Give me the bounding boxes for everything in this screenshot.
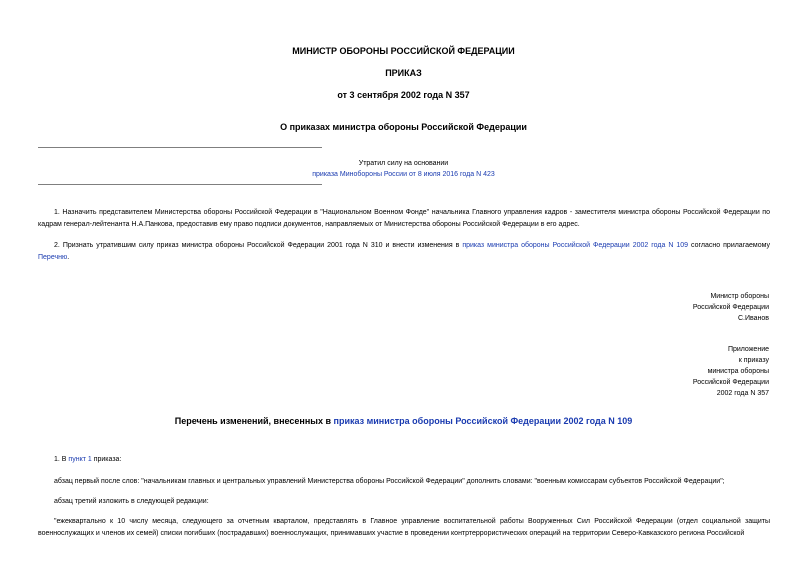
ministry-heading: МИНИСТР ОБОРОНЫ РОССИЙСКОЙ ФЕДЕРАЦИИ — [292, 46, 515, 56]
signature-name: С.Иванов — [737, 315, 769, 322]
document-type: ПРИКАЗ — [385, 68, 422, 78]
signature-country: Российской Федерации — [692, 304, 769, 311]
status-note — [0, 158, 807, 180]
change-paragraph-2: абзац третий изложить в следующей редакции: — [54, 498, 209, 505]
change-item-1-after: приказа: — [91, 456, 122, 463]
paragraph-2-text: 2. Признать утратившим силу приказ министра обороны Российской Федерации 2001 года N 310 и внести изменения в — [54, 242, 463, 249]
change-item-1 — [38, 454, 770, 466]
appendix-line-2: к приказу — [738, 357, 769, 364]
list-link[interactable]: Перечню — [38, 254, 68, 261]
appendix-block — [693, 344, 769, 399]
signature-block — [693, 291, 769, 324]
signature-title: Министр обороны — [710, 293, 769, 300]
paragraph-2-middle: согласно прилагаемому — [688, 242, 770, 249]
bottom-divider — [38, 184, 322, 185]
status-note-text: Утратил силу на основании — [358, 160, 449, 167]
change-item-1-text: 1. В — [54, 456, 69, 463]
paragraph-2 — [38, 240, 770, 264]
document-subject: О приказах министра обороны Российской Федерации — [280, 122, 527, 132]
document-date-number: от 3 сентября 2002 года N 357 — [337, 90, 470, 100]
appendix-line-5: 2002 года N 357 — [716, 390, 769, 397]
list-title-link[interactable]: приказ министра обороны Российской Федерации 2002 года N 109 — [333, 416, 633, 426]
change-paragraph-3: "ежеквартально к 10 числу месяца, следующего за отчетным кварталом, представлять в Главное управление воспитательной работы Вооруженных Сил Российской Федерации (отдел социальной защиты военнослужащих и членов их семей) списки погибших (пострадавших) военнослужащих, принимавших участие в проведении контртеррористических операций на территории Северо-Кавказского региона Российской — [38, 518, 770, 537]
paragraph-2-end: . — [67, 254, 70, 261]
point-1-link[interactable]: пункт 1 — [68, 456, 92, 463]
list-title — [0, 416, 807, 426]
appendix-line-3: министра обороны — [707, 368, 769, 375]
list-title-text: Перечень изменений, внесенных в — [174, 416, 334, 426]
appendix-line-4: Российской Федерации — [692, 379, 769, 386]
top-divider — [38, 147, 322, 148]
order-109-link[interactable]: приказ министра обороны Российской Федерации 2002 года N 109 — [462, 242, 689, 249]
repeal-order-link[interactable]: приказа Минобороны России от 8 июля 2016 года N 423 — [312, 171, 495, 178]
change-paragraph-1: абзац первый после слов: "начальникам главных и центральных управлений Министерства обороны Российской Федерации" дополнить словами: "военным комиссарам субъектов Российской Федерации"; — [54, 478, 725, 485]
paragraph-1: 1. Назначить представителем Министерства обороны Российской Федерации в "Национальном Военном Фонде" начальника Главного управления кадров - заместителя министра обороны Российской Федерации по кадрам генерал-лейтенанта Н.А.Панкова, предоставив ему право подписи документов, направляемых от Министерства обороны Российской Федерации в его адрес. — [38, 209, 770, 228]
appendix-line-1: Приложение — [727, 346, 769, 353]
